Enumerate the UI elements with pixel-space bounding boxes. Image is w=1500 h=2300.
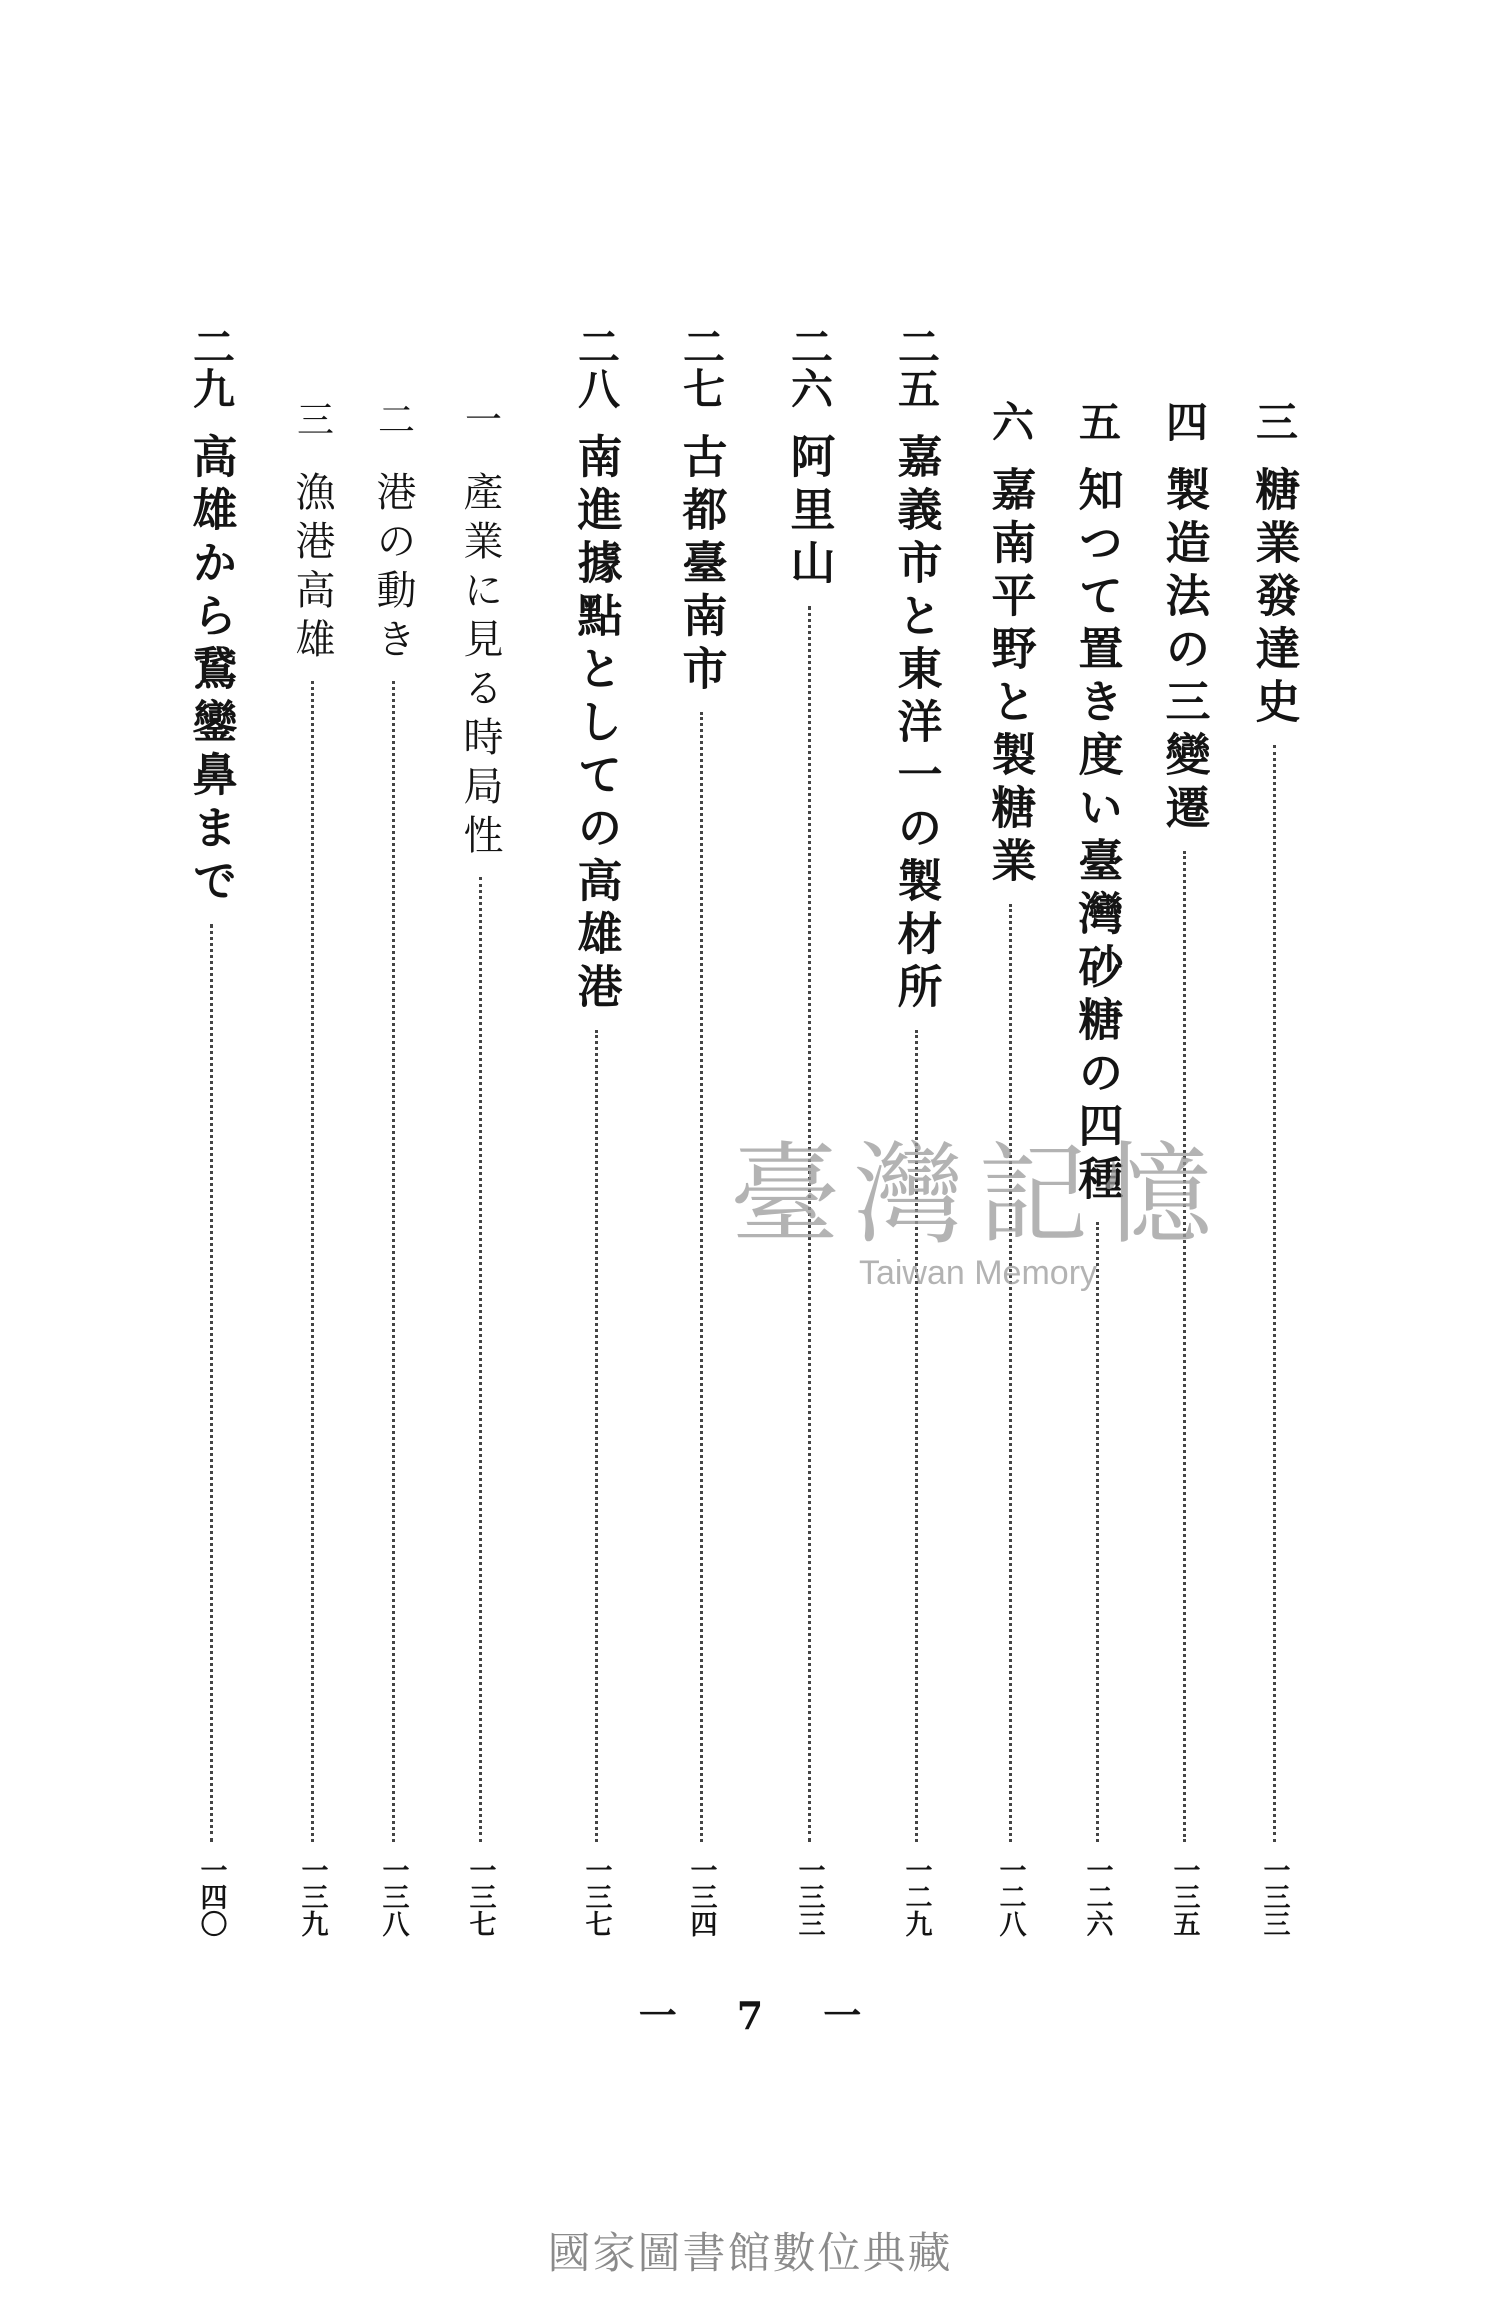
toc-entry-title: 產業に見る時局性	[457, 471, 503, 863]
toc-entry-page: 一三七	[580, 1856, 612, 1937]
toc-entry-page: 一三四	[685, 1856, 717, 1937]
toc-entry-number: 二七	[677, 325, 726, 409]
toc-entry[interactable]	[980, 400, 1040, 1937]
toc-entry-title: 高雄から鵞鑾鼻まで	[184, 433, 238, 910]
dot-leader	[1009, 904, 1012, 1842]
footer-dash: 一	[823, 1993, 862, 2038]
toc-entry-number: 三	[290, 400, 334, 437]
toc-entry-title: 嘉義市と東洋一の製材所	[889, 433, 943, 1016]
toc-entry-number: 一	[458, 400, 502, 437]
toc-entry[interactable]	[671, 325, 731, 1937]
watermark-cjk-text: 臺灣記憶	[730, 1131, 1226, 1259]
toc-entry[interactable]	[363, 400, 423, 1937]
toc-entry-title: 阿里山	[782, 433, 836, 592]
toc-entry-title: 知つて置き度い臺灣砂糖の四種	[1070, 466, 1124, 1208]
page-number: 7	[736, 1993, 764, 2038]
dot-leader	[1096, 1222, 1099, 1842]
toc-entry-number: 二八	[572, 325, 621, 409]
toc-entry-page: 一二九	[900, 1856, 932, 1937]
dot-leader	[311, 681, 314, 1842]
toc-entry[interactable]	[1244, 400, 1304, 1937]
page-footer	[0, 1985, 1500, 2040]
toc-entry[interactable]	[181, 325, 241, 1937]
toc-entry[interactable]	[282, 400, 342, 1937]
toc-entry[interactable]	[886, 325, 946, 1937]
toc-entry-title: 製造法の三變遷	[1157, 466, 1211, 837]
dot-leader	[479, 877, 482, 1842]
toc-entry-page: 一四〇	[195, 1856, 227, 1937]
toc-entry-title: 漁港高雄	[289, 471, 335, 667]
library-credit: 國家圖書館數位典藏	[547, 2229, 953, 2279]
dot-leader	[392, 681, 395, 1842]
toc-entry-page: 一三五	[1168, 1856, 1200, 1937]
toc-entry-title: 南進據點としての高雄港	[569, 433, 623, 1016]
toc-entry-page: 一三九	[296, 1856, 328, 1937]
toc-entry-page: 一二八	[994, 1856, 1026, 1937]
dot-leader	[210, 924, 213, 1842]
toc-entry[interactable]	[1154, 400, 1214, 1937]
toc-entry[interactable]	[779, 325, 839, 1937]
dot-leader	[1183, 851, 1186, 1842]
toc-entry[interactable]	[1067, 400, 1127, 1937]
toc-entry-page: 一三三	[1258, 1856, 1290, 1937]
toc-entry-title: 古都臺南市	[674, 433, 728, 698]
toc-entry-number: 二九	[187, 325, 236, 409]
toc-entry[interactable]	[566, 325, 626, 1937]
toc-entry-page: 一三八	[377, 1856, 409, 1937]
toc-entry-title: 糖業發達史	[1247, 466, 1301, 731]
footer-dash: 一	[638, 1993, 677, 2038]
dot-leader	[915, 1030, 918, 1842]
toc-entry-number: 三	[1250, 400, 1299, 442]
toc-entry-number: 四	[1160, 400, 1209, 442]
dot-leader	[700, 712, 703, 1842]
toc-entry-page: 一三三	[793, 1856, 825, 1937]
toc-entry-number: 二五	[892, 325, 941, 409]
toc-entry-number: 二	[371, 400, 415, 437]
dot-leader	[595, 1030, 598, 1842]
dot-leader	[1273, 745, 1276, 1842]
dot-leader	[808, 606, 811, 1842]
toc-entry-number: 五	[1073, 400, 1122, 442]
toc-entry-number: 二六	[785, 325, 834, 409]
toc-entry-number: 六	[986, 400, 1035, 442]
watermark-latin-text: Taiwan Memory	[858, 1254, 1098, 1292]
toc-entry-page: 一三七	[464, 1856, 496, 1937]
toc-entry[interactable]	[450, 400, 510, 1937]
toc-entry-page: 一二六	[1081, 1856, 1113, 1937]
toc-entry-title: 港の動き	[370, 471, 416, 667]
toc-entry-title: 嘉南平野と製糖業	[983, 466, 1037, 890]
